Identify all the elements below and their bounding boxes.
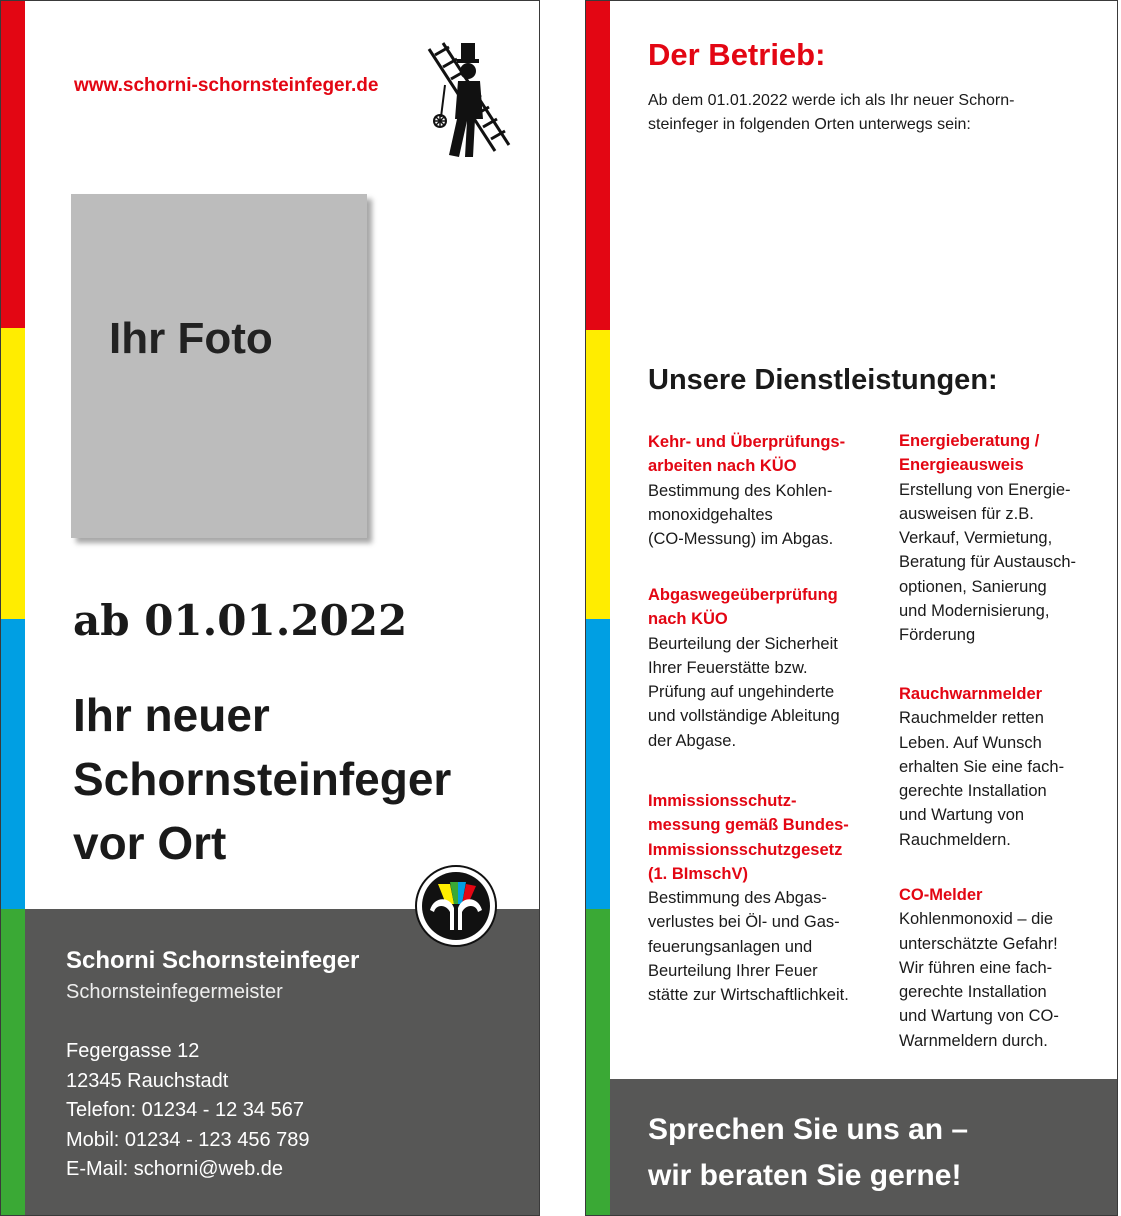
- front-panel: [0, 0, 540, 1216]
- service-item: [899, 429, 1076, 648]
- service-desc: Kohlenmonoxid – die: [899, 910, 1054, 929]
- mobile[interactable]: Mobil: 01234 - 123 456 789: [66, 1128, 310, 1151]
- stripe-yellow: [1, 328, 25, 619]
- service-title: Kehr- und Überprüfungs-: [648, 433, 846, 451]
- website-link[interactable]: www.schorni-schornsteinfeger.de: [74, 75, 379, 96]
- service-title: Immissionsschutzgesetz: [648, 840, 843, 859]
- stripe-red: [1, 1, 25, 328]
- back-panel: [585, 0, 1118, 1216]
- service-desc: Verkauf, Vermietung,: [899, 529, 1053, 548]
- guild-logo-icon: [414, 864, 498, 948]
- service-desc: feuerungsanlagen und: [648, 937, 813, 956]
- service-title: CO-Melder: [899, 886, 983, 904]
- service-title: Abgaswegeüberprüfung: [648, 586, 838, 604]
- service-desc: und Modernisierung,: [899, 602, 1050, 621]
- email[interactable]: E-Mail: schorni@web.de: [66, 1158, 284, 1180]
- stripe-blue: [1, 619, 25, 909]
- service-title: arbeiten nach KÜO: [648, 457, 797, 476]
- service-desc: und Wartung von CO-: [899, 1007, 1059, 1026]
- stripe-green: [586, 909, 610, 1216]
- service-desc: unterschätzte Gefahr!: [899, 934, 1058, 953]
- service-item: [648, 583, 840, 753]
- stripe-red: [586, 1, 610, 330]
- service-desc: Beurteilung Ihrer Feuer: [648, 962, 818, 981]
- service-desc: gerechte Installation: [899, 782, 1047, 801]
- service-desc: Erstellung von Energie-: [899, 480, 1071, 499]
- service-desc: Warnmeldern durch.: [899, 1031, 1048, 1050]
- service-item: [899, 682, 1064, 852]
- intro-line: Ab dem 01.01.2022 werde ich als Ihr neuer Schorn-: [648, 92, 1015, 109]
- service-desc: Leben. Auf Wunsch: [899, 733, 1042, 752]
- address-street: Fegergasse 12: [66, 1040, 200, 1062]
- service-desc: Ihrer Feuerstätte bzw.: [648, 658, 808, 677]
- intro-line: steinfeger in folgenden Orten unterwegs sein:: [648, 116, 971, 133]
- service-desc: Förderung: [899, 626, 976, 645]
- headline: [73, 683, 451, 875]
- service-desc: verlustes bei Öl- und Gas-: [648, 913, 840, 932]
- service-desc: Wir führen eine fach-: [899, 958, 1053, 977]
- stripe-blue: [586, 619, 610, 909]
- service-title: nach KÜO: [648, 610, 728, 629]
- service-desc: Bestimmung des Abgas-: [648, 889, 827, 908]
- headline-line: Schornsteinfeger: [73, 753, 452, 805]
- photo-label: Ihr Foto: [109, 314, 273, 363]
- service-title: Energieausweis: [899, 456, 1024, 475]
- headline-line: Ihr neuer: [73, 689, 270, 741]
- start-date: ab 01.01.2022: [73, 596, 408, 645]
- cta-footer: [610, 1079, 1118, 1216]
- contact-footer: [25, 909, 540, 1216]
- service-desc: stätte zur Wirtschaftlichkeit.: [648, 986, 849, 1005]
- cta-line: Sprechen Sie uns an –: [648, 1113, 969, 1146]
- cta-line: wir beraten Sie gerne!: [648, 1159, 962, 1192]
- service-title: (1. BImschV): [648, 864, 748, 883]
- service-desc: Rauchmelder retten: [899, 709, 1044, 728]
- service-title: Energieberatung /: [899, 432, 1040, 450]
- company-name: Schorni Schornsteinfeger: [66, 947, 360, 974]
- service-title: messung gemäß Bundes-: [648, 816, 849, 835]
- service-desc: erhalten Sie eine fach-: [899, 757, 1065, 776]
- service-desc: der Abgase.: [648, 731, 737, 750]
- call-to-action: [648, 1107, 968, 1199]
- phone[interactable]: Telefon: 01234 - 12 34 567: [66, 1099, 304, 1121]
- service-desc: und vollständige Ableitung: [648, 707, 840, 726]
- contact-details: [66, 1037, 310, 1185]
- address-city: 12345 Rauchstadt: [66, 1069, 229, 1092]
- service-title: Rauchwarnmelder: [899, 685, 1043, 703]
- service-desc: gerechte Installation: [899, 983, 1047, 1002]
- stripe-green: [1, 909, 25, 1216]
- service-desc: und Wartung von: [899, 806, 1025, 825]
- service-title: Immissionsschutz-: [648, 792, 797, 810]
- service-desc: Prüfung auf ungehinderte: [648, 683, 835, 702]
- service-item: [899, 883, 1059, 1053]
- service-desc: monoxidgehaltes: [648, 505, 773, 524]
- business-heading: Der Betrieb:: [648, 37, 826, 72]
- services-heading: Unsere Dienstleistungen:: [648, 364, 998, 396]
- service-desc: Beratung für Austausch-: [899, 553, 1077, 572]
- intro-text: [648, 89, 1078, 137]
- job-title: Schornsteinfegermeister: [66, 981, 283, 1003]
- service-desc: Rauchmeldern.: [899, 830, 1011, 849]
- service-desc: optionen, Sanierung: [899, 577, 1047, 596]
- service-item: [648, 789, 849, 1008]
- service-desc: ausweisen für z.B.: [899, 504, 1034, 523]
- headline-line: vor Ort: [73, 817, 227, 869]
- stripe-yellow: [586, 330, 610, 619]
- service-item: [648, 430, 845, 551]
- service-desc: Beurteilung der Sicherheit: [648, 634, 838, 653]
- photo-placeholder: [71, 194, 367, 538]
- service-desc: (CO-Messung) im Abgas.: [648, 530, 834, 549]
- chimney-sweep-icon: [425, 41, 515, 161]
- service-desc: Bestimmung des Kohlen-: [648, 481, 833, 500]
